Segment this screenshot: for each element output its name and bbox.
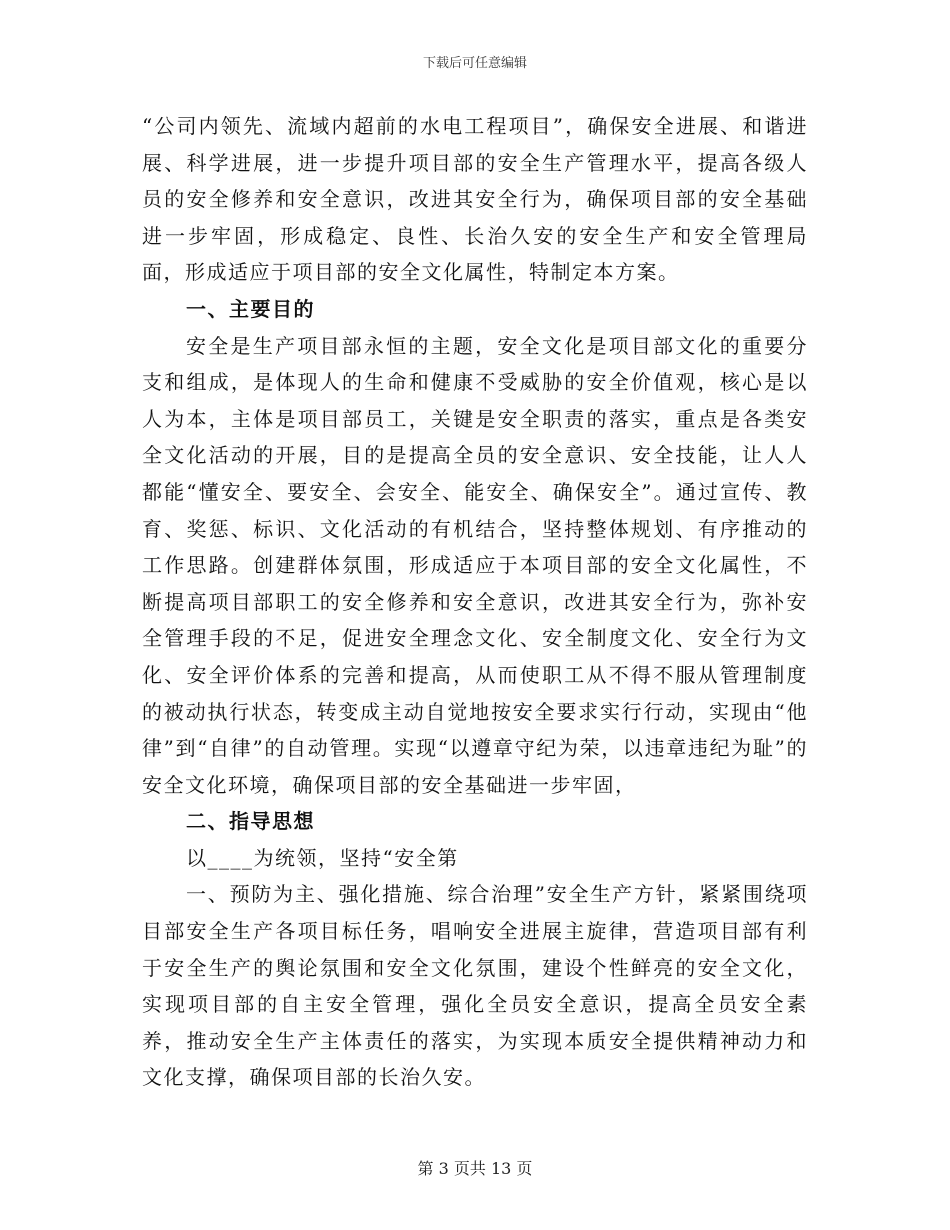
intro-paragraph: “公司内领先、流域内超前的水电工程项目”，确保安全进展、和谐进展、科学进展，进一步提升项目部的安全生产管理水平，提高各级人员的安全修养和安全意识，改进其安全行为，确保项目部的安全基础进一步牢固，形成稳定、良性、长治久安的安全生产和安全管理局面，形成适应于项目部的安全文化属性，特制定本方案。 — [142, 114, 808, 285]
main-purpose-paragraph: 安全是生产项目部永恒的主题，安全文化是项目部文化的重要分支和组成，是体现人的生命和健康不受威胁的安全价值观，核心是以人为本，主体是项目部员工，关键是安全职责的落实，重点是各类安全文化活动的开展，目的是提高全员的安全意识、安全技能，让人人都能“懂安全、要安全、会安全、能安全、确保安全”。通过宣传、教育、奖惩、标识、文化活动的有机结合，坚持整体规划、有序推动的工作思路。创建群体氛围，形成适应于本项目部的安全文化属性，不断提高项目部职工的安全修养和安全意识，改进其安全行为，弥补安全管理手段的不足，促进安全理念文化、安全制度文化、安全行为文化、安全评价体系的完善和提高，从而使职工从不得不服从管理制度的被动执行状态，转变成主动自觉地按安全要求实行行动，实现由“他律”到“自律”的自动管理。实现“以遵章守纪为荣，以违章违纪为耻”的安全文化环境，确保项目部的安全基础进一步牢固， — [142, 333, 808, 797]
page-number: 第 3 页共 13 页 — [417, 1159, 533, 1178]
guiding-ideology-lead-line: 以____为统领，坚持“安全第 — [186, 845, 459, 870]
document-body — [142, 108, 808, 1096]
page-header: 下载后可任意编辑 — [422, 56, 527, 71]
section-heading-main-purpose: 一、主要目的 — [186, 296, 315, 321]
guiding-ideology-paragraph: 一、预防为主、强化措施、综合治理”安全生产方针，紧紧围绕项目部安全生产各项目标任务，唱响安全进展主旋律，营造项目部有利于安全生产的舆论氛围和安全文化氛围，建设个性鲜亮的安全文化，实现项目部的自主安全管理，强化全员安全意识，提高全员安全素养，推动安全生产主体责任的落实，为实现本质安全提供精神动力和文化支撑，确保项目部的长治久安。 — [142, 882, 808, 1090]
section-heading-guiding-ideology: 二、指导思想 — [186, 809, 315, 834]
